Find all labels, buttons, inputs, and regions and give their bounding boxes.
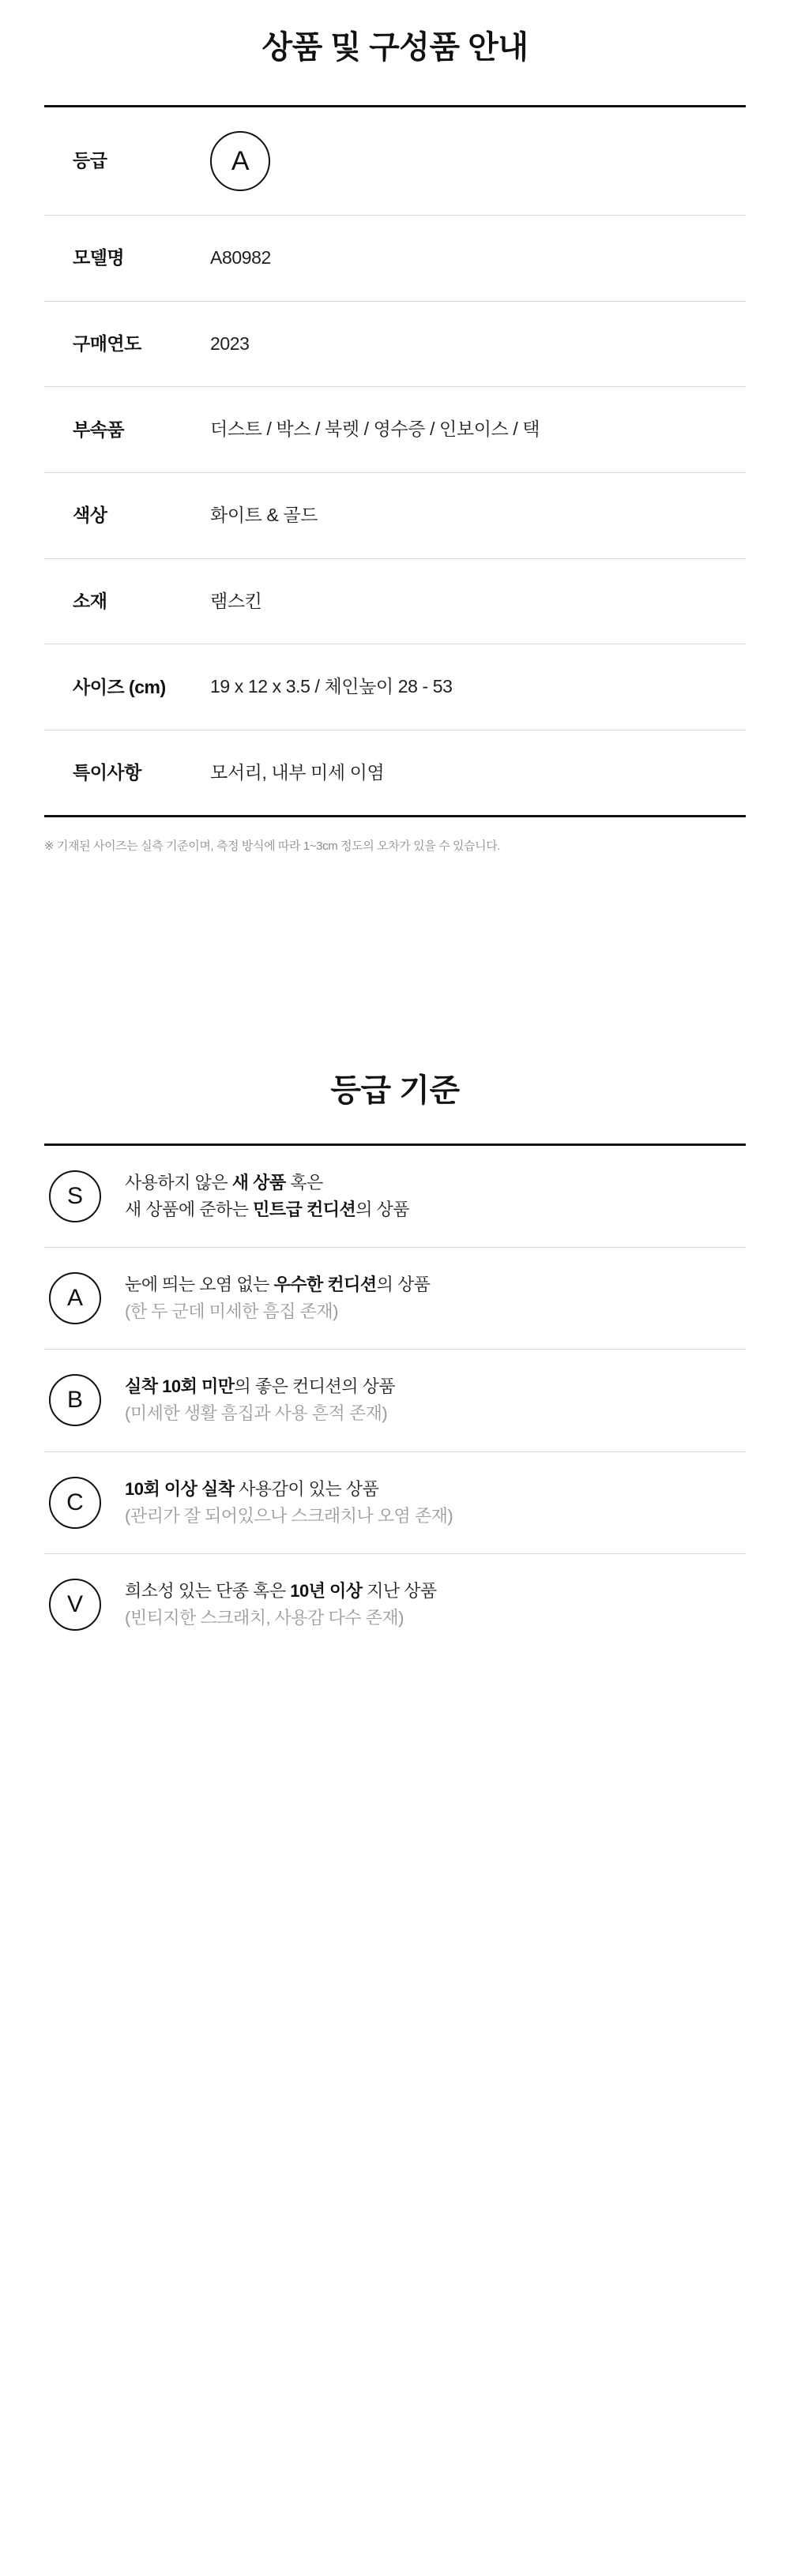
product-spec-table xyxy=(44,105,746,817)
grade-c-icon: C xyxy=(49,1477,101,1529)
grade-v-icon: V xyxy=(49,1579,101,1631)
row-label-purchase-year: 구매연도 xyxy=(73,332,141,354)
table-row-remarks xyxy=(44,730,746,817)
table-row-model xyxy=(44,216,746,302)
list-item-grade-c xyxy=(44,1452,746,1554)
grade-c-line1: 10회 이상 실착 사용감이 있는 상품 xyxy=(125,1478,379,1499)
list-item-grade-a xyxy=(44,1248,746,1350)
row-label-size-line1: 사이즈 xyxy=(73,676,125,697)
page-title: 상품 및 구성품 안내 xyxy=(261,30,529,65)
table-row-material xyxy=(44,558,746,644)
grade-b-icon: B xyxy=(49,1374,101,1426)
table-row-size xyxy=(44,644,746,730)
grade-c-description xyxy=(125,1476,739,1530)
grade-a-line1: 눈에 띄는 오염 없는 우수한 컨디션의 상품 xyxy=(125,1275,431,1295)
row-value-size: 19 x 12 x 3.5 / 체인높이 28 - 53 xyxy=(210,676,453,697)
grade-badge-icon: A xyxy=(210,131,270,191)
row-label-model: 모델명 xyxy=(73,247,125,268)
grade-v-description xyxy=(125,1578,739,1632)
grade-v-line1: 희소성 있는 단종 혹은 10년 이상 지난 상품 xyxy=(125,1580,437,1601)
table-row-grade xyxy=(44,107,746,216)
grade-a-sub: (한 두 군데 미세한 흠집 존재) xyxy=(125,1301,338,1322)
product-info-section xyxy=(44,0,746,856)
row-label-material: 소재 xyxy=(73,590,107,611)
grade-s-line1: 사용하지 않은 새 상품 혹은 xyxy=(125,1172,323,1192)
grade-s-icon: S xyxy=(49,1170,101,1222)
grade-c-sub: (관리가 잘 되어있으나 스크래치나 오염 존재) xyxy=(125,1505,453,1526)
row-label-size-line2: (cm) xyxy=(129,676,166,697)
row-value-material: 램스킨 xyxy=(210,590,262,611)
grade-s-line2: 새 상품에 준하는 민트급 컨디션의 상품 xyxy=(125,1200,410,1220)
row-label-color: 색상 xyxy=(73,505,107,526)
grade-s-description xyxy=(125,1170,739,1223)
row-label-remarks: 특이사항 xyxy=(73,762,141,783)
table-row-purchase-year xyxy=(44,301,746,387)
grade-b-line1: 실착 10회 미만의 좋은 컨디션의 상품 xyxy=(125,1376,396,1397)
size-disclaimer-note: ※ 기재된 사이즈는 실측 기준이며, 측정 방식에 따라 1~3cm 정도의 오차가 있을 수 있습니다. xyxy=(44,839,501,854)
list-item-grade-s xyxy=(44,1146,746,1248)
table-row-accessories xyxy=(44,387,746,473)
grade-criteria-section xyxy=(44,868,746,1655)
grade-v-sub: (빈티지한 스크래치, 사용감 다수 존재) xyxy=(125,1607,404,1628)
table-row-color xyxy=(44,472,746,558)
row-label-grade: 등급 xyxy=(73,150,107,171)
grade-criteria-list xyxy=(44,1143,746,1655)
row-value-model: A80982 xyxy=(210,247,271,268)
grade-a-icon: A xyxy=(49,1272,101,1324)
row-label-accessories: 부속품 xyxy=(73,419,125,440)
row-value-accessories: 더스트 / 박스 / 북렛 / 영수증 / 인보이스 / 택 xyxy=(210,419,540,440)
grade-a-description xyxy=(125,1271,739,1325)
row-value-grade xyxy=(210,107,746,216)
grade-b-description xyxy=(125,1373,739,1427)
grade-criteria-title: 등급 기준 xyxy=(330,1072,460,1108)
grade-b-sub: (미세한 생활 흠집과 사용 흔적 존재) xyxy=(125,1403,388,1424)
row-value-remarks: 모서리, 내부 미세 이염 xyxy=(210,761,385,783)
row-label-size xyxy=(44,644,210,730)
row-value-purchase-year: 2023 xyxy=(210,332,250,354)
list-item-grade-v xyxy=(44,1554,746,1655)
row-value-color: 화이트 & 골드 xyxy=(210,504,318,525)
list-item-grade-b xyxy=(44,1350,746,1451)
